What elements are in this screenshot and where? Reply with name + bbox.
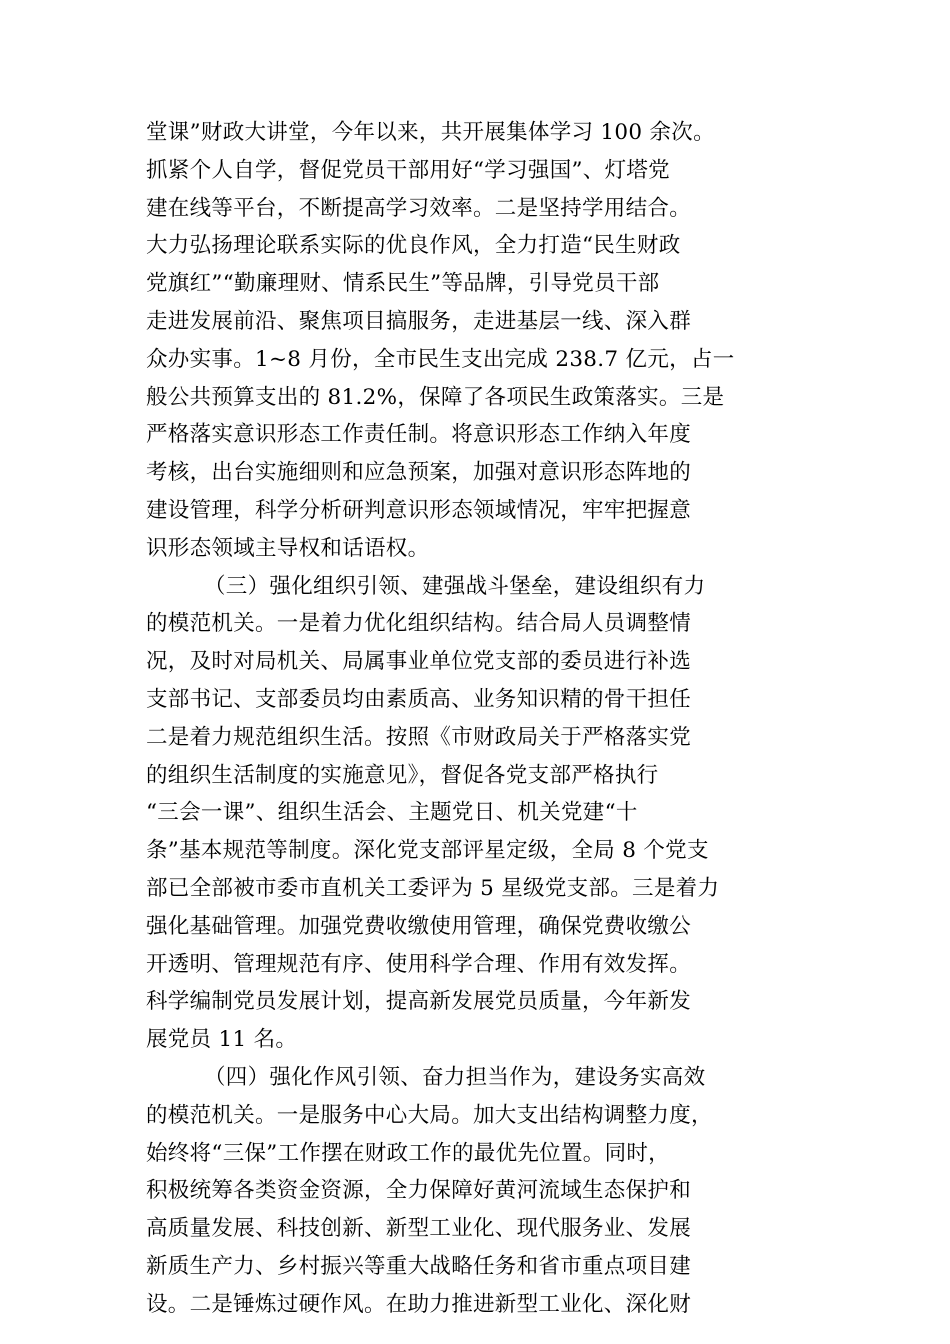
paragraph-line: 设。二是锤炼过硬作风。在助力推进新型工业化、深化财 (146, 1291, 692, 1317)
paragraph-line: 众办实事。1~8 月份，全市民生支出完成 238.7 亿元，占一 (146, 346, 735, 372)
paragraph-line: 展党员 11 名。 (146, 1027, 298, 1053)
paragraph-line: 积极统筹各类资金资源，全力保障好黄河流域生态保护和 (146, 1178, 692, 1204)
paragraph-line: 科学编制党员发展计划，提高新发展党员质量，今年新发 (146, 989, 692, 1015)
paragraph-line: 况，及时对局机关、局属事业单位党支部的委员进行补选 (146, 649, 692, 675)
paragraph-line: 严格落实意识形态工作责任制。将意识形态工作纳入年度 (146, 422, 692, 448)
paragraph-line: 开透明、管理规范有序、使用科学合理、作用有效发挥。 (146, 951, 692, 977)
paragraph-line: 二是着力规范组织生活。按照《市财政局关于严格落实党 (146, 724, 692, 750)
paragraph-line: 的组织生活制度的实施意见》，督促各党支部严格执行 (146, 762, 659, 788)
paragraph-line: 建在线等平台，不断提高学习效率。二是坚持学用结合。 (146, 195, 692, 221)
section-heading-line: （四）强化作风引领、奋力担当作为，建设务实高效 (204, 1064, 706, 1090)
paragraph-line: 部已全部被市委市直机关工委评为 5 星级党支部。三是着力 (146, 875, 720, 901)
paragraph-line: 党旗红”“勤廉理财、情系民生”等品牌，引导党员干部 (146, 271, 660, 297)
document-body (146, 114, 814, 1324)
paragraph-line: 始终将“三保”工作摆在财政工作的最优先位置。同时， (146, 1140, 670, 1166)
paragraph-line: 堂课”财政大讲堂，今年以来，共开展集体学习 100 余次。 (146, 120, 715, 145)
section-heading-line: （三）强化组织引领、建强战斗堡垒，建设组织有力 (204, 573, 706, 599)
paragraph-line: 强化基础管理。加强党费收缴使用管理，确保党费收缴公 (146, 913, 692, 939)
paragraph-line: 高质量发展、科技创新、新型工业化、现代服务业、发展 (146, 1216, 692, 1242)
paragraph-line: 识形态领域主导权和话语权。 (146, 535, 430, 561)
paragraph-line: 建设管理，科学分析研判意识形态领域情况，牢牢把握意 (146, 497, 692, 523)
paragraph-line: 考核，出台实施细则和应急预案，加强对意识形态阵地的 (146, 460, 692, 486)
paragraph-line: 大力弘扬理论联系实际的优良作风，全力打造“民生财政 (146, 233, 681, 259)
paragraph-line: 的模范机关。一是着力优化组织结构。结合局人员调整情 (146, 611, 692, 637)
paragraph-line: 抓紧个人自学，督促党员干部用好“学习强国”、灯塔党 (146, 157, 670, 183)
paragraph-line: 条”基本规范等制度。深化党支部评星定级，全局 8 个党支 (146, 838, 709, 864)
paragraph-line: 支部书记、支部委员均由素质高、业务知识精的骨干担任 (146, 686, 692, 712)
paragraph-line: 般公共预算支出的 81.2%，保障了各项民生政策落实。三是 (146, 384, 725, 410)
paragraph-line: 新质生产力、乡村振兴等重大战略任务和省市重点项目建 (146, 1253, 692, 1279)
paragraph-line: “三会一课”、组织生活会、主题党日、机关党建“十 (146, 800, 638, 826)
paragraph-line: 的模范机关。一是服务中心大局。加大支出结构调整力度， (146, 1102, 713, 1128)
paragraph-line: 走进发展前沿、聚焦项目搞服务，走进基层一线、深入群 (146, 308, 692, 334)
